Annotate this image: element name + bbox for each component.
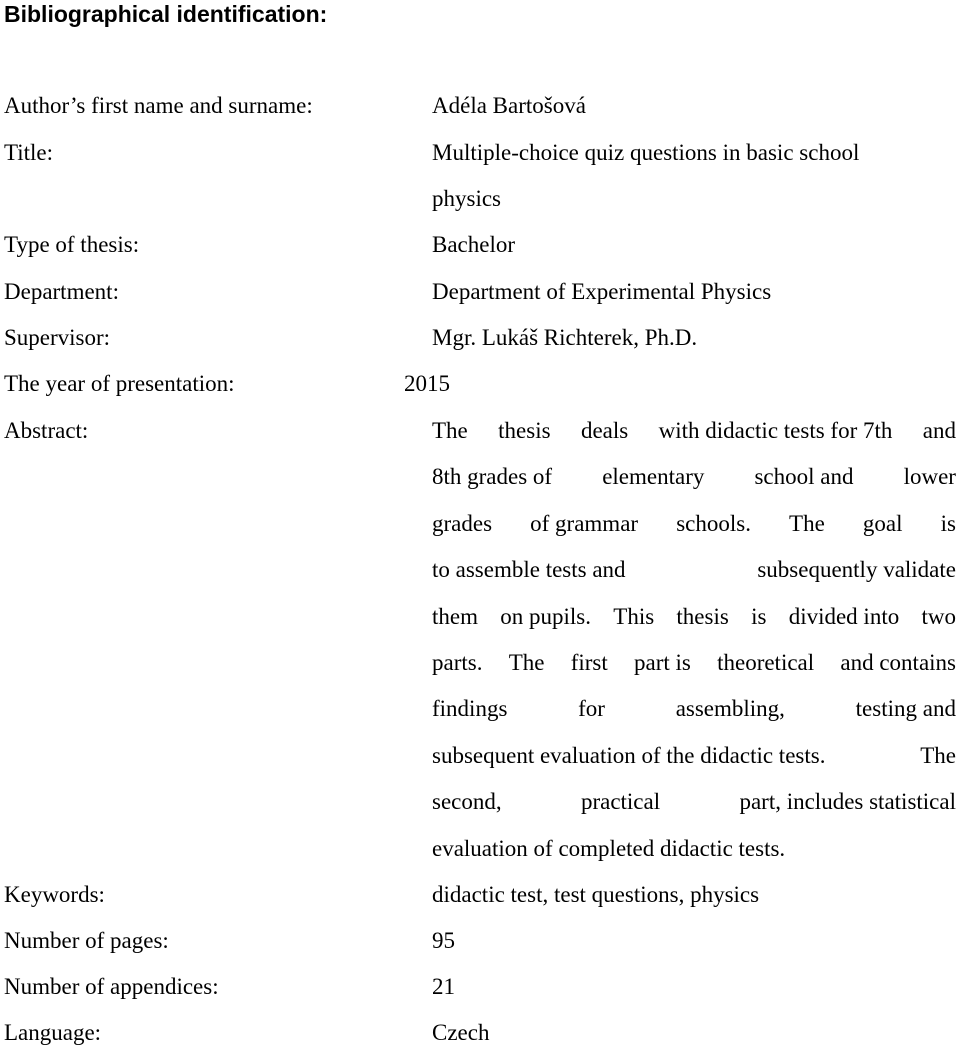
abstract-line bbox=[432, 648, 956, 678]
abstract-line bbox=[432, 602, 956, 632]
abstract-word: lower bbox=[903, 464, 956, 489]
abstract-word: practical bbox=[580, 789, 661, 814]
abstract-word: The bbox=[789, 511, 825, 536]
field-language-value: Czech bbox=[432, 1020, 490, 1045]
abstract-word: to assemble tests and bbox=[432, 557, 626, 582]
abstract-word: goal bbox=[862, 511, 903, 536]
abstract-line bbox=[432, 787, 956, 817]
abstract-word: is bbox=[940, 511, 956, 536]
abstract-word: and bbox=[922, 418, 956, 443]
abstract-word: deals bbox=[580, 418, 629, 443]
field-keywords-label: Keywords: bbox=[4, 882, 105, 907]
abstract-word: them bbox=[432, 604, 478, 629]
field-supervisor-value: Mgr. Lukáš Richterek, Ph.D. bbox=[432, 325, 698, 350]
page-heading: Bibliographical identification: bbox=[4, 1, 328, 27]
abstract-word: first bbox=[570, 650, 608, 675]
field-appendices-label: Number of appendices: bbox=[4, 974, 219, 999]
field-supervisor-label: Supervisor: bbox=[4, 325, 111, 350]
field-abstract-label: Abstract: bbox=[4, 418, 89, 443]
abstract-word: findings bbox=[432, 696, 508, 721]
abstract-word: of grammar bbox=[530, 511, 639, 536]
field-appendices-value: 21 bbox=[432, 974, 455, 999]
abstract-word: is bbox=[751, 604, 767, 629]
field-title-value-line1: Multiple-choice quiz questions in basic school bbox=[432, 140, 860, 165]
abstract-word: The bbox=[508, 650, 545, 675]
abstract-line bbox=[432, 834, 785, 864]
abstract-word: part is bbox=[634, 650, 691, 675]
abstract-word: assembling, bbox=[675, 696, 785, 721]
abstract-word: divided into bbox=[788, 604, 900, 629]
abstract-word: and contains bbox=[840, 650, 956, 675]
abstract-line bbox=[432, 741, 956, 771]
field-year-value: 2015 bbox=[404, 371, 450, 396]
abstract-word: school and bbox=[754, 464, 854, 489]
field-keywords-value: didactic test, test questions, physics bbox=[432, 882, 760, 907]
field-pages-label: Number of pages: bbox=[4, 928, 169, 953]
abstract-word: parts. bbox=[432, 650, 483, 675]
abstract-line bbox=[432, 462, 956, 492]
field-author-label: Author’s first name and surname: bbox=[4, 93, 313, 118]
abstract-word: subsequent evaluation of the didactic tests. bbox=[432, 743, 826, 768]
abstract-word: The bbox=[432, 418, 468, 443]
abstract-word: evaluation of completed didactic tests. bbox=[432, 836, 786, 861]
abstract-word: elementary bbox=[602, 464, 705, 489]
field-type-label: Type of thesis: bbox=[4, 232, 140, 257]
abstract-word: The bbox=[920, 743, 956, 768]
abstract-line bbox=[432, 416, 956, 446]
abstract-word: on pupils. bbox=[500, 604, 591, 629]
field-title-label: Title: bbox=[4, 140, 54, 165]
abstract-word: grades bbox=[432, 511, 493, 536]
field-type-value: Bachelor bbox=[432, 232, 516, 257]
abstract-line bbox=[432, 555, 956, 585]
abstract-line bbox=[432, 694, 956, 724]
abstract-word: This bbox=[613, 604, 655, 629]
field-author-value: Adéla Bartošová bbox=[432, 93, 586, 118]
abstract-word: part, includes statistical bbox=[739, 789, 956, 814]
field-language-label: Language: bbox=[4, 1020, 102, 1045]
abstract-word: two bbox=[921, 604, 956, 629]
abstract-word: thesis bbox=[676, 604, 729, 629]
abstract-word: theoretical bbox=[717, 650, 815, 675]
field-year-label: The year of presentation: bbox=[4, 371, 235, 396]
abstract-word: second, bbox=[432, 789, 502, 814]
abstract-line bbox=[432, 509, 956, 539]
abstract-word: thesis bbox=[498, 418, 551, 443]
abstract-word: subsequently validate bbox=[757, 557, 956, 582]
abstract-word: 8th grades of bbox=[432, 464, 553, 489]
field-department-value: Department of Experimental Physics bbox=[432, 279, 772, 304]
abstract-word: for bbox=[578, 696, 605, 721]
abstract-word: testing and bbox=[855, 696, 956, 721]
abstract-word: with didactic tests for 7th bbox=[658, 418, 893, 443]
abstract-word: schools. bbox=[676, 511, 751, 536]
field-department-label: Department: bbox=[4, 279, 119, 304]
field-pages-value: 95 bbox=[432, 928, 455, 953]
field-title-value-line2: physics bbox=[432, 186, 501, 211]
